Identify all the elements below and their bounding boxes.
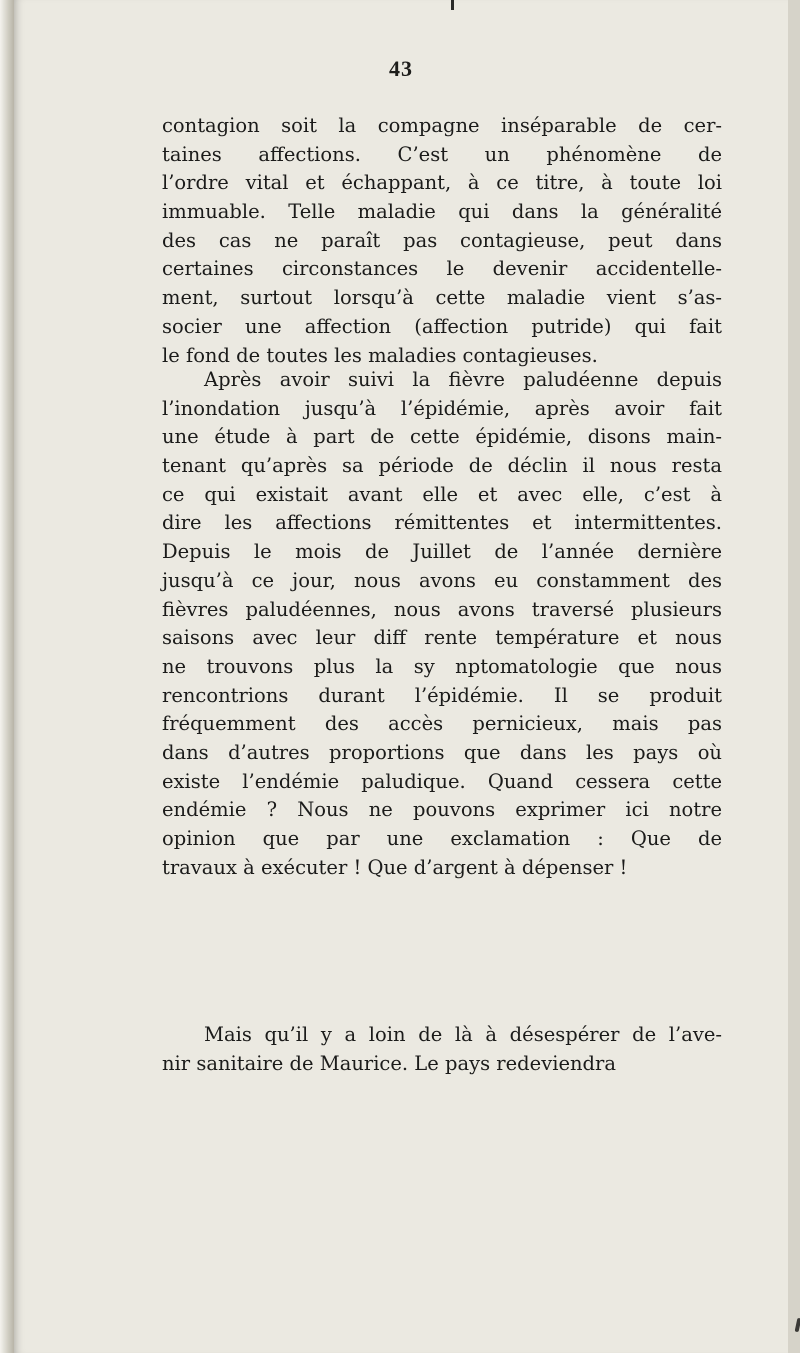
paragraph-2 bbox=[162, 366, 722, 882]
top-print-mark bbox=[451, 0, 454, 10]
text-line: jusqu’à ce jour, nous avons eu constamment des bbox=[162, 568, 722, 592]
page-number: 43 bbox=[389, 56, 413, 81]
text-line: Depuis le mois de Juillet de l’année dernière bbox=[162, 540, 722, 564]
text-line: saisons avec leur diff rente température et nous bbox=[162, 626, 722, 650]
text-line: taines affections. C’est un phénomène de bbox=[162, 142, 722, 166]
text-line: opinion que par une exclamation : Que de bbox=[162, 827, 722, 850]
text-line: dans d’autres proportions que dans les pays où bbox=[162, 740, 722, 764]
text-line: ment, surtout lorsqu’à cette maladie vient s’as- bbox=[162, 286, 722, 310]
text-line: existe l’endémie paludique. Quand cessera cette bbox=[162, 769, 722, 793]
text-line: Après avoir suivi la fièvre paludéenne depuis bbox=[204, 368, 722, 391]
text-line: nir sanitaire de Maurice. Le pays redeviendra bbox=[162, 1051, 616, 1075]
paragraph-1 bbox=[162, 112, 722, 370]
text-line: l’ordre vital et échappant, à ce titre, à toute loi bbox=[162, 171, 722, 195]
text-line: certaines circonstances le devenir accidentelle- bbox=[162, 257, 722, 281]
scan-speck bbox=[795, 1318, 800, 1333]
text-line: le fond de toutes les maladies contagieuses. bbox=[162, 343, 598, 367]
text-line: l’inondation jusqu’à l’épidémie, après avoir fait bbox=[162, 396, 722, 420]
text-line: tenant qu’après sa période de déclin il nous resta bbox=[162, 454, 722, 478]
paragraph-3 bbox=[162, 1021, 722, 1078]
text-line: Mais qu’il y a loin de là à désespérer de l’ave- bbox=[204, 1023, 722, 1046]
text-line: endémie ? Nous ne pouvons exprimer ici notre bbox=[162, 798, 722, 822]
page-binding-edge bbox=[0, 0, 14, 1353]
text-line: fréquemment des accès pernicieux, mais pas bbox=[162, 712, 722, 736]
text-line: ce qui existait avant elle et avec elle, c’est à bbox=[162, 482, 722, 506]
text-line: fièvres paludéennes, nous avons traversé plusieurs bbox=[162, 597, 722, 621]
text-line: une étude à part de cette épidémie, disons main- bbox=[162, 425, 722, 449]
text-line: dire les affections rémittentes et intermittentes. bbox=[162, 511, 722, 535]
text-line: contagion soit la compagne inséparable de cer- bbox=[162, 114, 722, 137]
text-line: des cas ne paraît pas contagieuse, peut dans bbox=[162, 228, 722, 252]
text-line: immuable. Telle maladie qui dans la généralité bbox=[162, 200, 722, 224]
text-line: rencontrions durant l’épidémie. Il se produit bbox=[162, 683, 722, 707]
scanned-page bbox=[14, 0, 788, 1353]
text-line: socier une affection (affection putride) qui fait bbox=[162, 314, 722, 338]
text-line: travaux à exécuter ! Que d’argent à dépenser ! bbox=[162, 855, 628, 879]
text-line: ne trouvons plus la sy nptomatologie que nous bbox=[162, 654, 722, 678]
